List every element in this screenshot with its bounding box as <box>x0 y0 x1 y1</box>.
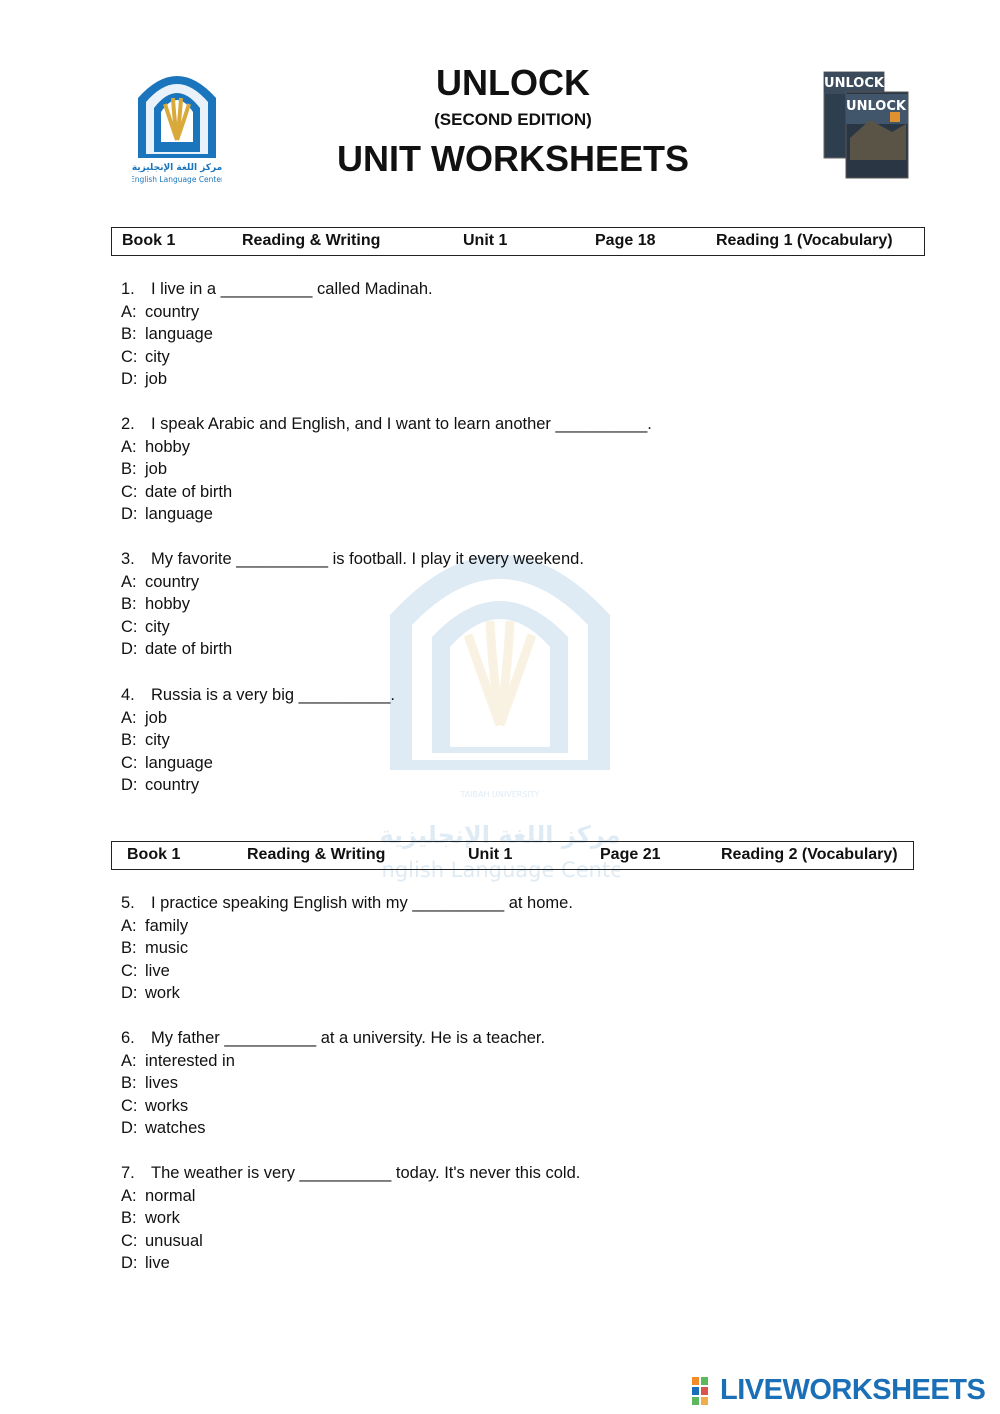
answer-option[interactable] <box>121 774 395 797</box>
option-letter: B: <box>121 595 137 614</box>
answer-option[interactable] <box>121 1230 580 1253</box>
question-text: I live in a __________ called Madinah. <box>151 280 433 298</box>
option-text: watches <box>145 1119 206 1138</box>
option-letter: D: <box>121 1254 138 1273</box>
option-text: lives <box>145 1074 179 1093</box>
option-text: city <box>145 347 170 366</box>
option-letter: D: <box>121 984 138 1003</box>
answer-option[interactable] <box>121 616 584 639</box>
answer-option[interactable] <box>121 301 433 324</box>
option-text: live <box>145 961 170 980</box>
option-text: unusual <box>145 1231 203 1250</box>
page-label: Page 21 <box>600 846 661 863</box>
answer-option[interactable] <box>121 1252 580 1275</box>
answer-option[interactable] <box>121 571 584 594</box>
answer-option[interactable] <box>121 346 433 369</box>
front-cover-title: UNLOCK <box>846 99 906 114</box>
skill-label: Reading & Writing <box>242 232 381 249</box>
answer-option[interactable] <box>121 1117 545 1140</box>
option-letter: B: <box>121 731 137 750</box>
option-letter: A: <box>121 1051 137 1070</box>
back-cover-title: UNLOCK <box>824 76 884 91</box>
option-text: city <box>145 731 170 750</box>
question-text: I practice speaking English with my __________ at home. <box>151 894 573 912</box>
answer-option[interactable] <box>121 1072 545 1095</box>
option-text: interested in <box>145 1051 235 1070</box>
option-letter: B: <box>121 1074 137 1093</box>
option-letter: B: <box>121 325 137 344</box>
option-text: hobby <box>145 595 190 614</box>
option-letter: C: <box>121 617 138 636</box>
option-letter: A: <box>121 302 137 321</box>
answer-option[interactable] <box>121 1050 545 1073</box>
option-letter: A: <box>121 437 137 456</box>
answer-option[interactable] <box>121 1185 580 1208</box>
option-text: works <box>145 1096 189 1115</box>
edition-label: (SECOND EDITION) <box>434 110 592 129</box>
watermark-arabic: مركز اللغة الإنجليزية <box>380 821 620 849</box>
answer-option[interactable] <box>121 1207 580 1230</box>
answer-option[interactable] <box>121 937 573 960</box>
question-number: 2. <box>121 415 135 433</box>
option-text: language <box>145 753 213 772</box>
question-text-line <box>121 892 573 915</box>
liveworksheets-icon <box>692 1375 718 1405</box>
question-number: 3. <box>121 550 135 568</box>
question-text: My father __________ at a university. He is a teacher. <box>151 1029 546 1047</box>
question-text: Russia is a very big __________. <box>151 686 395 704</box>
option-text: work <box>145 984 180 1003</box>
question-number: 1. <box>121 280 135 298</box>
center-logo-english: English Language Center <box>132 175 222 184</box>
unit-label: Unit 1 <box>468 846 513 863</box>
answer-option[interactable] <box>121 915 573 938</box>
unit-label: Unit 1 <box>463 232 508 249</box>
question-block <box>121 278 433 391</box>
option-text: city <box>145 617 170 636</box>
answer-option[interactable] <box>121 638 584 661</box>
option-letter: A: <box>121 708 137 727</box>
section-info-bar <box>111 841 914 870</box>
option-text: family <box>145 916 189 935</box>
option-letter: D: <box>121 505 138 524</box>
answer-option[interactable] <box>121 1095 545 1118</box>
option-text: live <box>145 1254 170 1273</box>
skill-label: Reading & Writing <box>247 846 386 863</box>
liveworksheets-logo <box>692 1374 992 1406</box>
question-text-line <box>121 278 433 301</box>
option-letter: B: <box>121 460 137 479</box>
option-letter: C: <box>121 482 138 501</box>
question-block <box>121 1162 580 1275</box>
answer-option[interactable] <box>121 960 573 983</box>
option-letter: B: <box>121 1209 137 1228</box>
answer-option[interactable] <box>121 593 584 616</box>
book-label: Book 1 <box>127 846 181 863</box>
section-info-bar <box>111 227 925 256</box>
part-label: Reading 1 (Vocabulary) <box>716 232 893 249</box>
option-letter: D: <box>121 640 138 659</box>
option-text: country <box>145 572 200 591</box>
page-title: UNLOCK <box>436 62 590 103</box>
option-letter: A: <box>121 916 137 935</box>
question-text: My favorite __________ is football. I play it every weekend. <box>151 550 584 568</box>
option-letter: C: <box>121 1231 138 1250</box>
answer-option[interactable] <box>121 729 395 752</box>
center-logo-arabic: مركز اللغة الإنجليزية <box>132 163 222 173</box>
question-block <box>121 684 395 797</box>
option-letter: A: <box>121 1186 137 1205</box>
option-letter: C: <box>121 347 138 366</box>
question-number: 7. <box>121 1164 135 1182</box>
question-text: The weather is very __________ today. It's never this cold. <box>151 1164 581 1182</box>
option-text: normal <box>145 1186 196 1205</box>
option-text: job <box>145 708 168 727</box>
question-block <box>121 1027 545 1140</box>
option-letter: C: <box>121 753 138 772</box>
option-text: date of birth <box>145 640 233 659</box>
option-letter: D: <box>121 370 138 389</box>
option-text: music <box>145 939 189 958</box>
liveworksheets-brand: LIVEWORKSHEETS <box>720 1374 986 1406</box>
answer-option[interactable] <box>121 503 652 526</box>
option-letter: D: <box>121 776 138 795</box>
option-text: job <box>145 460 168 479</box>
answer-option[interactable] <box>121 368 433 391</box>
question-text-line <box>121 1027 545 1050</box>
answer-option[interactable] <box>121 982 573 1005</box>
book-label: Book 1 <box>122 232 176 249</box>
option-letter: A: <box>121 572 137 591</box>
watermark-english: English Language Center <box>380 858 620 882</box>
option-text: language <box>145 325 213 344</box>
question-text-line <box>121 684 395 707</box>
option-letter: D: <box>121 1119 138 1138</box>
answer-option[interactable] <box>121 707 395 730</box>
option-text: hobby <box>145 437 190 456</box>
watermark-university: TAIBAH UNIVERSITY <box>460 790 540 799</box>
question-text: I speak Arabic and English, and I want to learn another __________. <box>151 415 652 433</box>
answer-option[interactable] <box>121 481 652 504</box>
option-text: date of birth <box>145 482 233 501</box>
question-block <box>121 892 573 1005</box>
page-label: Page 18 <box>595 232 656 249</box>
option-text: country <box>145 302 200 321</box>
book-covers <box>820 68 912 180</box>
question-block <box>121 413 652 526</box>
option-text: language <box>145 505 213 524</box>
option-text: job <box>145 370 168 389</box>
answer-option[interactable] <box>121 323 433 346</box>
option-letter: C: <box>121 961 138 980</box>
option-text: country <box>145 776 200 795</box>
question-number: 4. <box>121 686 135 704</box>
option-text: work <box>145 1209 180 1228</box>
answer-option[interactable] <box>121 436 652 459</box>
answer-option[interactable] <box>121 752 395 775</box>
option-letter: B: <box>121 939 137 958</box>
question-number: 5. <box>121 894 135 912</box>
book-cover-icon <box>820 68 912 180</box>
question-number: 6. <box>121 1029 135 1047</box>
question-block <box>121 548 584 661</box>
answer-option[interactable] <box>121 458 652 481</box>
option-letter: C: <box>121 1096 138 1115</box>
part-label: Reading 2 (Vocabulary) <box>721 846 898 863</box>
question-text-line <box>121 1162 580 1185</box>
page-subtitle: UNIT WORKSHEETS <box>336 138 689 179</box>
question-text-line <box>121 413 652 436</box>
question-text-line <box>121 548 584 571</box>
